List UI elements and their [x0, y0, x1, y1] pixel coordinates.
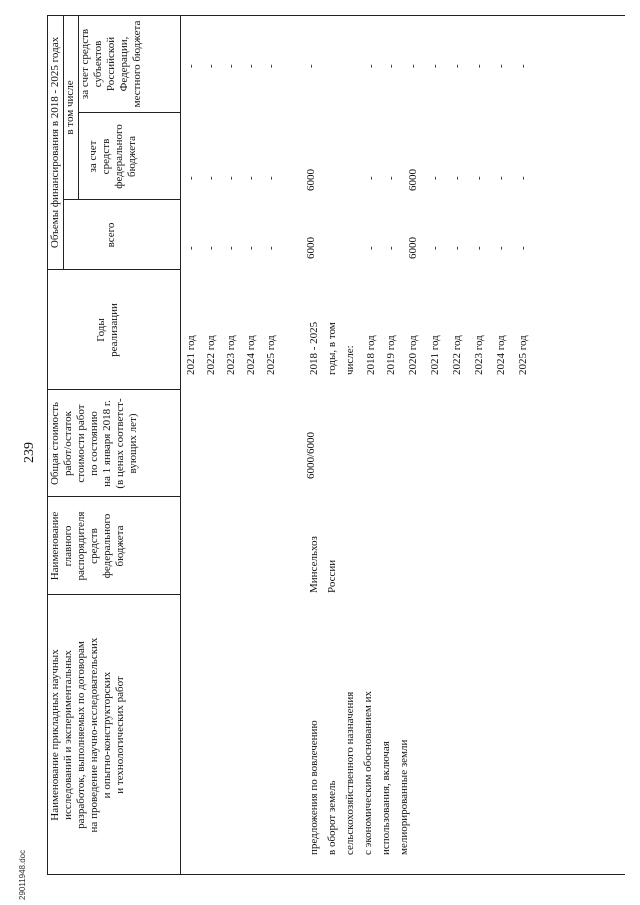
table-row: 2021 год [185, 335, 197, 375]
header-regional: за счет средств субъектов Российской Федерации, местного бюджета [79, 20, 143, 108]
page-number: 239 [22, 442, 37, 463]
table-row: 2025 год [265, 335, 277, 375]
entry-period-total: 6000 [305, 237, 317, 259]
footer-file-code: 29011948.doc [18, 849, 27, 900]
entry-name: предложения по вовлечению в оборот земель сельскохозяйственного назначения с экономическим обоснованием их использования, включая мелиорированные земли [308, 690, 410, 855]
table-row: 2024 год [495, 335, 507, 375]
table-row: 2019 год [385, 335, 397, 375]
entry-period-regional: - [305, 64, 317, 68]
table-row: 2023 год [225, 335, 237, 375]
table-left-border [47, 874, 625, 875]
rotated-page: 239 Наименование прикладных научных исследований и экспериментальных разработок, выполняемых по договорам на проведение научно-исследовательских и опытно-конструкторских и технологических работ Наименование главного распорядителя средств федерального бюджета Общая стоимость работ/остаток стоимости работ по состоянию на 1 января 2018 г. (в ценах соответст- вующих лет) Годы реализации Объемы финансирования в 2018 - 2025 годах всего в том числе за счет средств федерального бюджета за счет средств субъектов Российской Федерации, местного бюджета 2021 год - - - 2022 год - - - 2023 год - - - 2024 год - - - 2025 год - - - предложения по вовлечению в оборот земель сельскохозяйственного назначения с экономическим обоснованием их использования, включая мелиорированные земли Минсельхоз России 6000/6000 2018 - 2025 годы, в том числе: 6000 6000 - 2018 год - - - 2019 год - - - 2020 год 6000 6000 - 2021 год - - - 2022 год - - - 2023 год - - - 2024 год - - - 2025 год - - - [15, 15, 625, 875]
header-col2: Наименование главного распорядителя средств федерального бюджета [49, 511, 126, 581]
table-row: 2020 год [407, 335, 419, 375]
header-col3: Общая стоимость работ/остаток стоимости работ по состоянию на 1 января 2018 г. (в ценах соответст- вующих лет) [49, 398, 139, 489]
table-row: 2022 год [451, 335, 463, 375]
entry-cost: 6000/6000 [305, 431, 317, 479]
table-row: 2021 год [429, 335, 441, 375]
header-col4: Годы реализации [95, 303, 120, 357]
table-top-border [47, 15, 48, 875]
table-row: 2024 год [245, 335, 257, 375]
table-row: 2022 год [205, 335, 217, 375]
entry-period-federal: 6000 [305, 169, 317, 191]
entry-ministry: Минсельхоз России [308, 536, 338, 593]
table-row: 2023 год [473, 335, 485, 375]
header-col1: Наименование прикладных научных исследований и экспериментальных разработок, выполняемых по договорам на проведение научно-исследовательских и опытно-конструкторских и технологических работ [49, 637, 126, 833]
header-total: всего [105, 222, 117, 248]
header-funding: Объемы финансирования в 2018 - 2025 годах [49, 36, 61, 249]
header-incl: в том числе [64, 80, 76, 135]
table-row: 2018 год [365, 335, 377, 375]
header-bottom-border [180, 15, 181, 875]
entry-period: 2018 - 2025 годы, в том числе: [308, 321, 356, 375]
table-row: 2025 год [517, 335, 529, 375]
header-federal: за счет средств федерального бюджета [87, 124, 138, 189]
